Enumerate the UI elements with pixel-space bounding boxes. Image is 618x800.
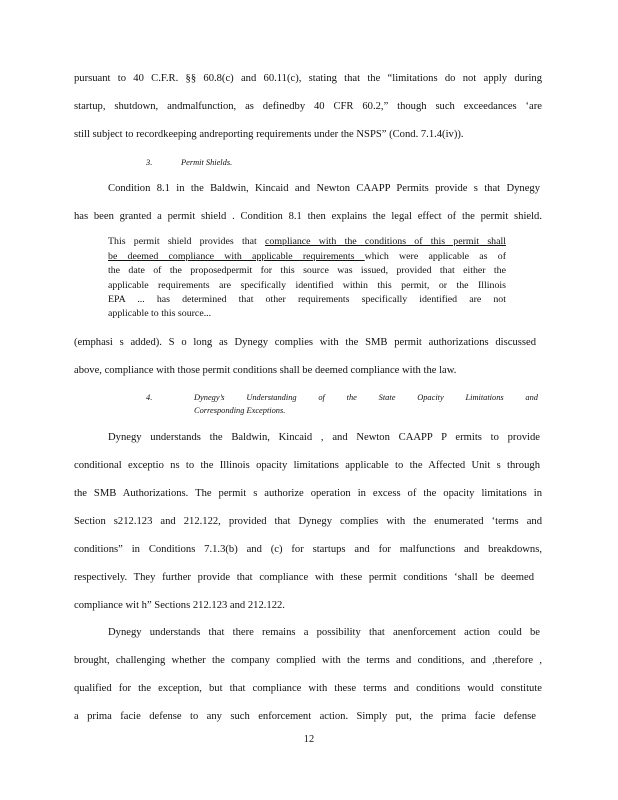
body-text-line: pursuant to 40 C.F.R. §§ 60.8(c) and 60.11(c), stating that the “limitations do not apply during — [74, 73, 542, 84]
body-text-line: still subject to recordkeeping andreporting requirements under the NSPS” (Cond. 7.1.4(iv)). — [74, 129, 464, 140]
body-text-line: Section s212.123 and 212.122, provided that Dynegy complies with the enumerated ‘terms and — [74, 516, 542, 527]
body-text-line: has been granted a permit shield . Condition 8.1 then explains the legal effect of the permit shield. — [74, 211, 542, 222]
body-text-line: above, compliance with those permit conditions shall be deemed compliance with the law. — [74, 365, 457, 376]
block-quote-line: applicable requirements are specifically identified within this permit, or the Illinois — [108, 280, 506, 291]
block-quote-line — [108, 251, 506, 263]
body-text-line: respectively. They further provide that compliance with these permit conditions ‘shall be deemed — [74, 572, 534, 583]
body-text-line: conditions” in Conditions 7.1.3(b) and (c) for startups and for malfunctions and breakdowns, — [74, 544, 542, 555]
section-number: 4. — [146, 393, 153, 402]
body-text-line: (emphasi s added). S o long as Dynegy complies with the SMB permit authorizations discussed — [74, 337, 536, 348]
quote-text: This permit shield provides that — [108, 236, 266, 247]
body-text-line: qualified for the exception, but that compliance with these terms and conditions would constitute — [74, 683, 542, 694]
body-text-line: Condition 8.1 in the Baldwin, Kincaid and Newton CAAPP Permits provide s that Dynegy — [108, 183, 540, 194]
section-heading-continued: Corresponding Exceptions. — [194, 406, 286, 415]
section-heading: Permit Shields. — [181, 158, 233, 167]
block-quote-line: applicable to this source... — [108, 308, 212, 319]
block-quote-line: EPA ... has determined that other requirements specifically identified are not — [108, 294, 506, 305]
section-heading: Dynegy’s Understanding of the State Opacity Limitations and — [194, 393, 538, 402]
block-quote-line: the date of the proposedpermit for this source was issued, provided that either the — [108, 265, 506, 276]
body-text-line: a prima facie defense to any such enforcement action. Simply put, the prima facie defense — [74, 711, 536, 722]
body-text-line: Dynegy understands the Baldwin, Kincaid , and Newton CAAPP P ermits to provide — [108, 432, 540, 443]
body-text-line: brought, challenging whether the company complied with the terms and conditions, and ,therefore , — [74, 655, 542, 666]
section-number: 3. — [146, 158, 153, 167]
body-text-line: compliance wit h” Sections 212.123 and 212.122. — [74, 600, 285, 611]
body-text-line: the SMB Authorizations. The permit s authorize operation in excess of the opacity limitations in — [74, 488, 542, 499]
block-quote-line — [108, 236, 506, 248]
body-text-line: conditional exceptio ns to the Illinois opacity limitations applicable to the Affected Unit s through — [74, 460, 540, 471]
quote-text: which were applicable as of — [364, 251, 506, 262]
quote-underlined-text: compliance with the conditions of this permit shall — [265, 236, 506, 247]
body-text-line: Dynegy understands that there remains a possibility that anenforcement action could be — [108, 627, 540, 638]
body-text-line: startup, shutdown, andmalfunction, as definedby 40 CFR 60.2,” though such exceedances ‘are — [74, 101, 542, 112]
page-number: 12 — [303, 734, 315, 745]
quote-underlined-text: be deemed compliance with applicable requirements — [108, 251, 365, 262]
